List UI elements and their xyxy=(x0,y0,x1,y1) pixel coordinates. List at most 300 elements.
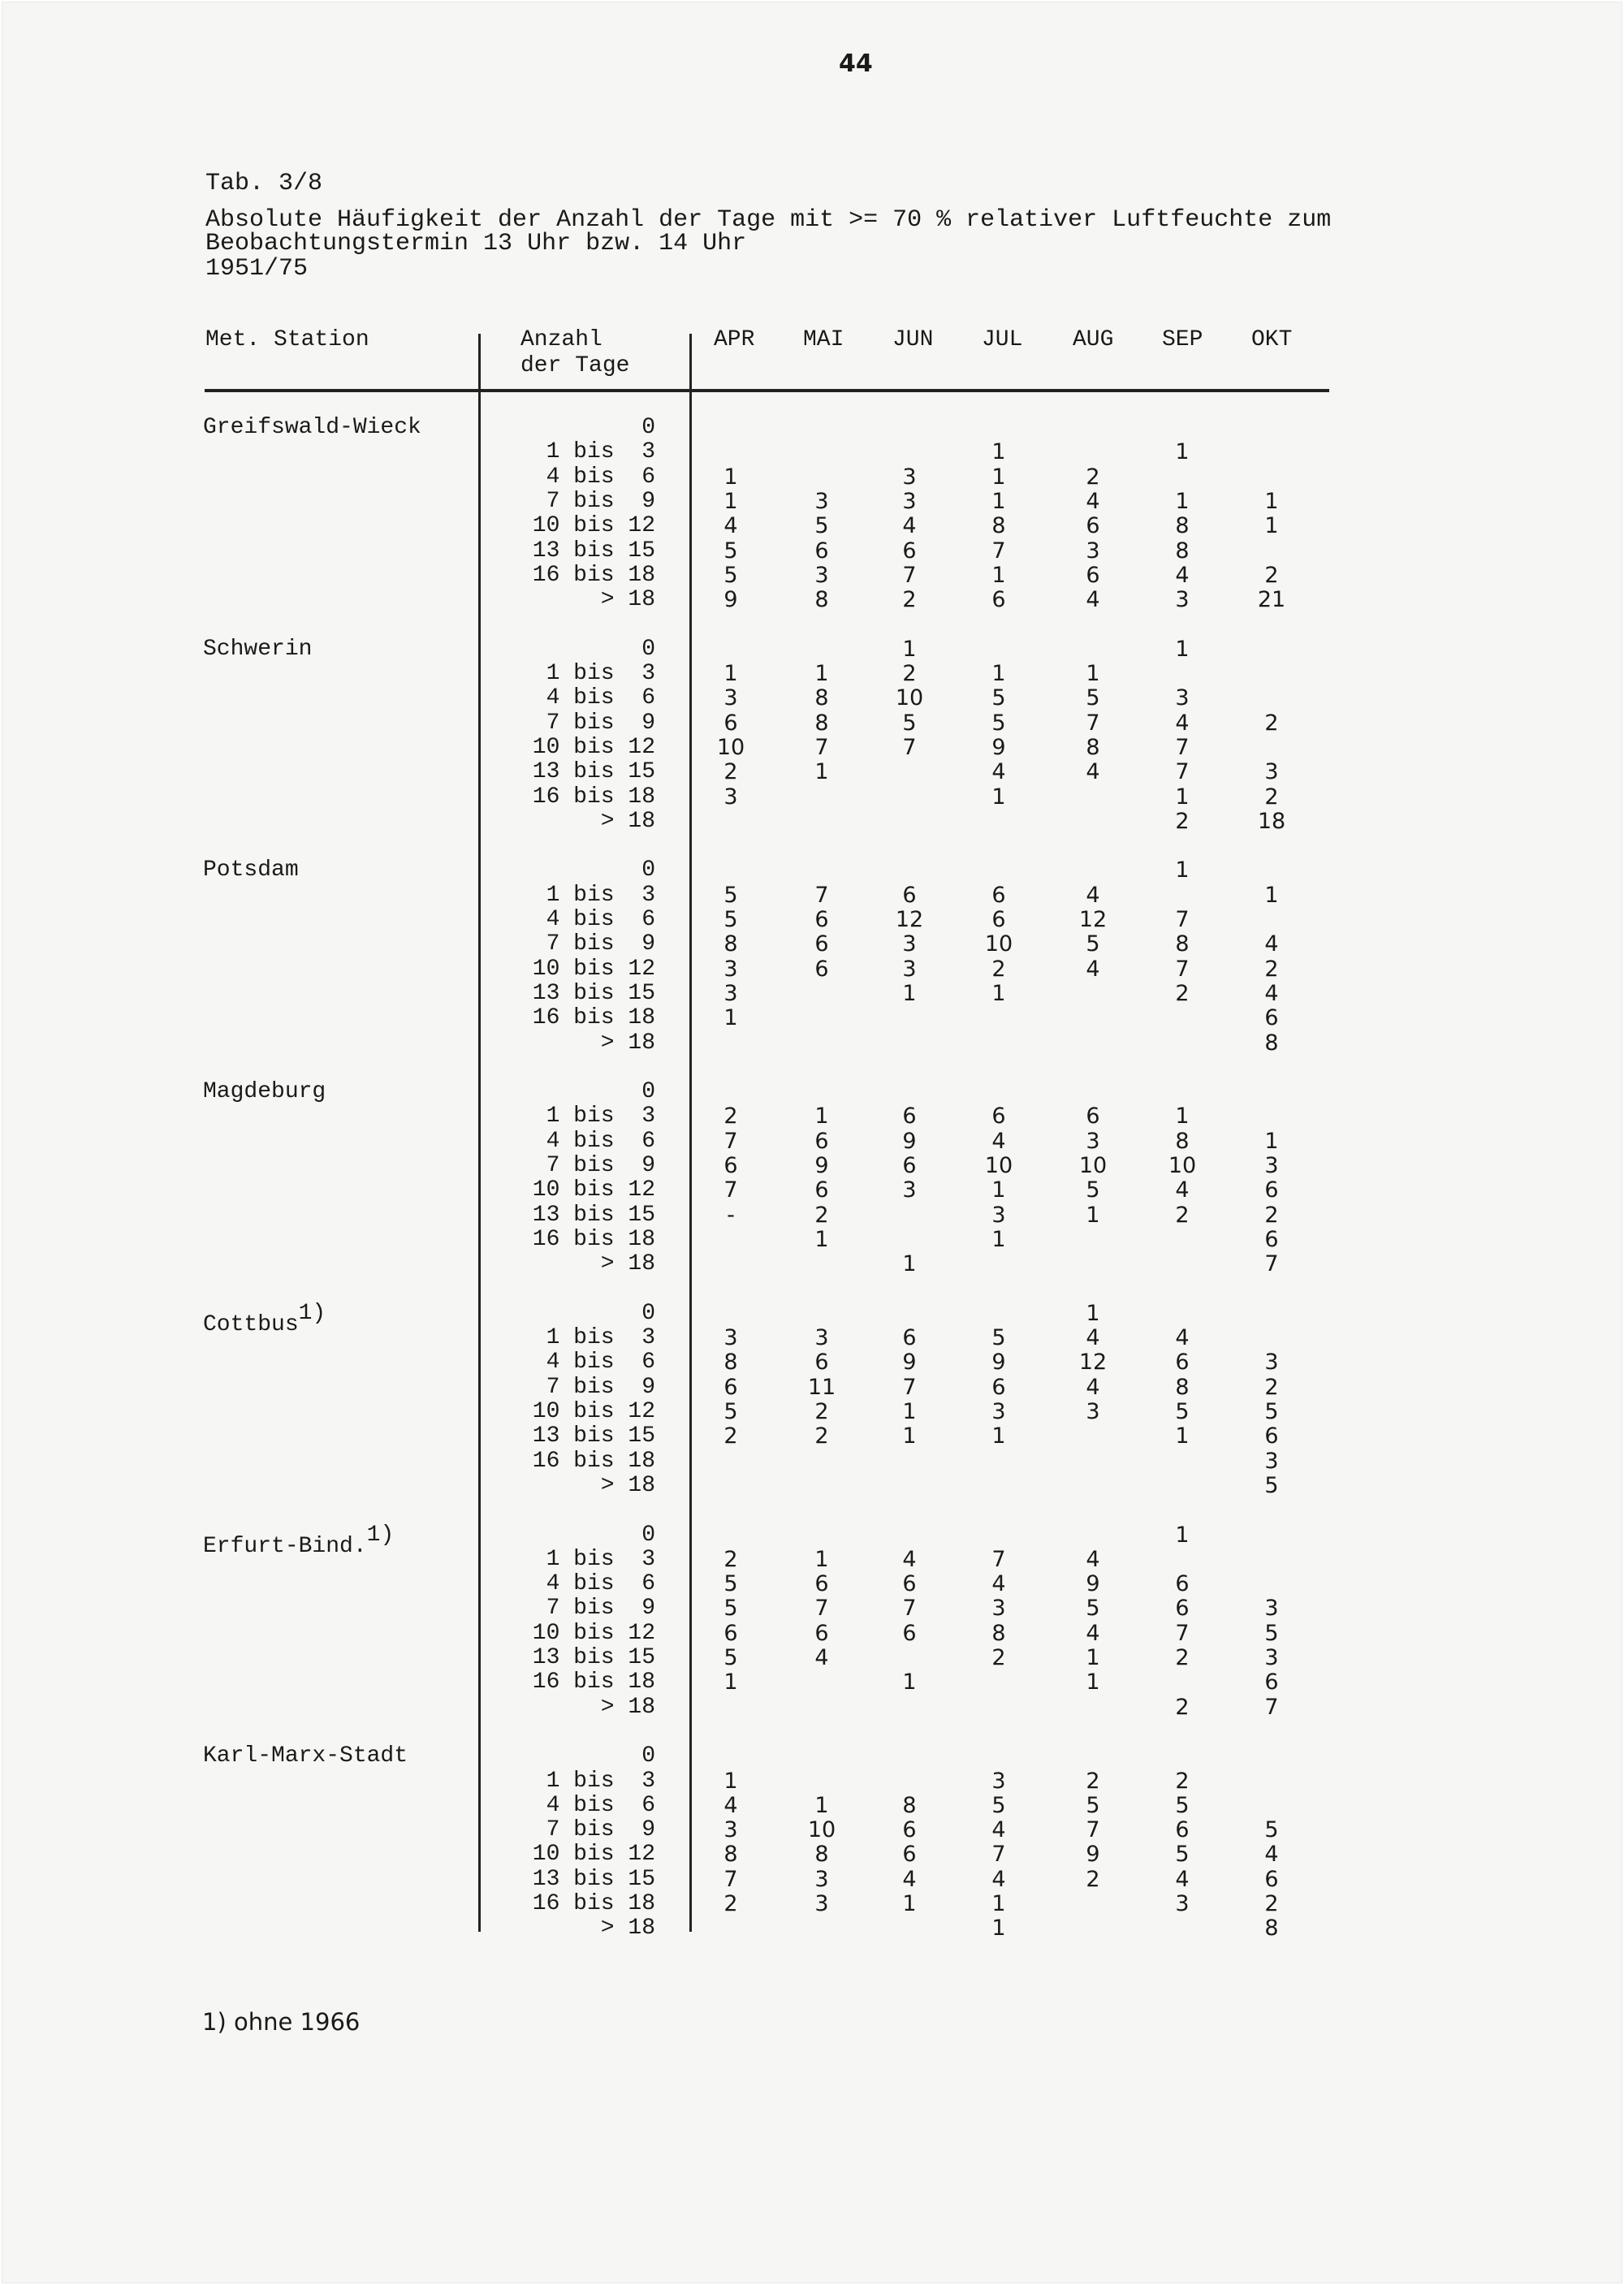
table-cell-okt: 21 xyxy=(1257,587,1286,613)
table-cell-mai: 2 xyxy=(814,1423,829,1449)
table-cell-okt: 5 xyxy=(1264,1620,1279,1646)
table-cell-jul: 1 xyxy=(991,1177,1006,1203)
table-cell-jul: 10 xyxy=(984,1153,1013,1178)
table-cell-sep: 8 xyxy=(1175,1374,1190,1400)
table-cell-okt: 3 xyxy=(1264,1448,1279,1474)
count-class: 0 xyxy=(641,1522,655,1548)
table-cell-okt: 4 xyxy=(1264,980,1279,1006)
table-cell-apr: 4 xyxy=(723,513,738,539)
table-cell-okt: 2 xyxy=(1264,956,1279,982)
table-cell-mai: 6 xyxy=(814,538,829,564)
table-cell-jun: 1 xyxy=(902,980,917,1006)
table-row xyxy=(2,416,1624,440)
table-cell-okt: 6 xyxy=(1264,1005,1279,1031)
table-cell-sep: 1 xyxy=(1175,1104,1190,1130)
station-name xyxy=(203,1080,326,1104)
table-cell-aug: 2 xyxy=(1086,1866,1100,1892)
table-cell-aug: 4 xyxy=(1086,1546,1100,1572)
table-cell-apr: 3 xyxy=(723,980,738,1006)
count-class: 1 bis 3 xyxy=(546,882,655,908)
table-cell-aug: 5 xyxy=(1086,1596,1100,1622)
table-cell-apr: 3 xyxy=(723,1817,738,1843)
table-cell-apr: - xyxy=(727,1202,735,1228)
table-cell-apr: 5 xyxy=(723,562,738,588)
title-line-3: 1951/75 xyxy=(205,255,309,283)
count-class: 4 bis 6 xyxy=(546,1128,655,1154)
table-cell-mai: 1 xyxy=(814,1104,829,1130)
count-class: 4 bis 6 xyxy=(546,1792,655,1818)
table-cell-jun: 1 xyxy=(902,1669,917,1695)
count-class: 10 bis 12 xyxy=(532,956,655,982)
table-row xyxy=(2,736,1624,760)
table-cell-jun: 6 xyxy=(902,1842,917,1868)
table-cell-aug: 7 xyxy=(1086,710,1100,736)
table-cell-aug: 1 xyxy=(1086,661,1100,686)
count-class: 4 bis 6 xyxy=(546,1350,655,1376)
table-cell-mai: 6 xyxy=(814,1350,829,1376)
table-cell-aug: 5 xyxy=(1086,1792,1100,1818)
table-cell-okt: 6 xyxy=(1264,1177,1279,1203)
table-row xyxy=(2,908,1624,932)
station-label: Schwerin xyxy=(203,636,313,662)
table-row xyxy=(2,1178,1624,1203)
table-cell-sep: 5 xyxy=(1175,1792,1190,1818)
table-cell-mai: 8 xyxy=(814,1842,829,1868)
table-row xyxy=(2,588,1624,612)
header-rule xyxy=(205,389,1329,392)
count-class: 10 bis 12 xyxy=(532,1177,655,1203)
header-month-apr: APR xyxy=(714,327,755,352)
table-cell-jul: 8 xyxy=(991,513,1006,539)
table-cell-aug: 6 xyxy=(1086,562,1100,588)
table-cell-jul: 6 xyxy=(991,1374,1006,1400)
header-count-line1: Anzahl xyxy=(520,327,603,352)
table-cell-okt: 6 xyxy=(1264,1226,1279,1252)
table-row xyxy=(2,564,1624,588)
table-cell-jun: 3 xyxy=(902,1177,917,1203)
count-class: 7 bis 9 xyxy=(546,1817,655,1843)
table-cell-jun: 7 xyxy=(902,1374,917,1400)
table-cell-okt: 4 xyxy=(1264,1842,1279,1868)
table-row xyxy=(2,1080,1624,1104)
table-row xyxy=(2,1622,1624,1646)
table-cell-jun: 1 xyxy=(902,1423,917,1449)
table-cell-aug: 4 xyxy=(1086,882,1100,908)
table-cell-mai: 3 xyxy=(814,1866,829,1892)
table-cell-jul: 1 xyxy=(991,1423,1006,1449)
table-cell-aug: 12 xyxy=(1078,907,1108,932)
table-cell-okt: 1 xyxy=(1264,1128,1279,1154)
table-cell-jul: 1 xyxy=(991,1916,1006,1942)
station-name xyxy=(203,858,299,883)
table-cell-okt: 18 xyxy=(1257,808,1286,834)
table-row xyxy=(2,539,1624,564)
table-cell-apr: 1 xyxy=(723,488,738,514)
table-row xyxy=(2,440,1624,464)
table-cell-sep: 7 xyxy=(1175,759,1190,785)
table-cell-okt: 3 xyxy=(1264,1153,1279,1178)
table-cell-jul: 3 xyxy=(991,1202,1006,1228)
table-cell-aug: 9 xyxy=(1086,1571,1100,1597)
table-cell-aug: 6 xyxy=(1086,513,1100,539)
header-month-jun: JUN xyxy=(892,327,934,352)
table-row xyxy=(2,1744,1624,1769)
count-class: 7 bis 9 xyxy=(546,488,655,514)
table-cell-jul: 8 xyxy=(991,1620,1006,1646)
table-cell-okt: 2 xyxy=(1264,1374,1279,1400)
table-cell-jul: 1 xyxy=(991,980,1006,1006)
table-cell-jun: 7 xyxy=(902,734,917,760)
table-row xyxy=(2,1104,1624,1129)
table-row xyxy=(2,1769,1624,1794)
count-class: 13 bis 15 xyxy=(532,1423,655,1449)
table-cell-jun: 1 xyxy=(902,1399,917,1424)
table-cell-aug: 2 xyxy=(1086,464,1100,490)
table-cell-aug: 3 xyxy=(1086,1128,1100,1154)
table-cell-sep: 3 xyxy=(1175,587,1190,613)
station-label: Cottbus xyxy=(203,1311,299,1337)
table-id: Tab. 3/8 xyxy=(205,170,323,197)
table-row xyxy=(2,1868,1624,1892)
table-cell-mai: 10 xyxy=(807,1817,836,1843)
table-cell-sep: 6 xyxy=(1175,1350,1190,1376)
count-class: 1 bis 3 xyxy=(546,1546,655,1572)
table-cell-apr: 2 xyxy=(723,1423,738,1449)
table-cell-jun: 8 xyxy=(902,1792,917,1818)
table-cell-jul: 9 xyxy=(991,734,1006,760)
table-cell-sep: 1 xyxy=(1175,784,1190,810)
table-cell-sep: 3 xyxy=(1175,1891,1190,1916)
table-cell-jul: 1 xyxy=(991,488,1006,514)
table-cell-sep: 7 xyxy=(1175,734,1190,760)
table-cell-aug: 4 xyxy=(1086,956,1100,982)
table-row xyxy=(2,1228,1624,1252)
count-class: > 18 xyxy=(600,1694,655,1720)
count-class: > 18 xyxy=(600,1030,655,1056)
table-cell-mai: 6 xyxy=(814,1177,829,1203)
table-cell-jun: 6 xyxy=(902,1571,917,1597)
table-row xyxy=(2,1548,1624,1572)
count-class: 1 bis 3 xyxy=(546,1104,655,1130)
count-class: 13 bis 15 xyxy=(532,759,655,785)
table-cell-mai: 9 xyxy=(814,1153,829,1178)
table-cell-sep: 8 xyxy=(1175,513,1190,539)
table-cell-aug: 4 xyxy=(1086,488,1100,514)
count-class: 7 bis 9 xyxy=(546,710,655,736)
table-cell-okt: 2 xyxy=(1264,1891,1279,1916)
table-cell-jun: 4 xyxy=(902,1866,917,1892)
count-class: 0 xyxy=(641,1743,655,1769)
header-month-aug: AUG xyxy=(1073,327,1114,352)
count-class: 7 bis 9 xyxy=(546,1374,655,1400)
table-row xyxy=(2,957,1624,982)
count-class: 13 bis 15 xyxy=(532,1645,655,1670)
count-class: 1 bis 3 xyxy=(546,439,655,465)
count-class: 1 bis 3 xyxy=(546,1325,655,1351)
table-cell-apr: 1 xyxy=(723,1768,738,1794)
table-cell-apr: 6 xyxy=(723,1620,738,1646)
table-cell-jun: 10 xyxy=(895,685,924,711)
station-name xyxy=(203,637,312,662)
table-cell-sep: 7 xyxy=(1175,1620,1190,1646)
table-cell-mai: 11 xyxy=(807,1374,836,1400)
table-cell-jun: 2 xyxy=(902,661,917,686)
count-class: 7 bis 9 xyxy=(546,1153,655,1178)
table-cell-apr: 2 xyxy=(723,1104,738,1130)
table-cell-okt: 2 xyxy=(1264,710,1279,736)
table-cell-okt: 2 xyxy=(1264,1202,1279,1228)
table-cell-jun: 5 xyxy=(902,710,917,736)
table-cell-okt: 8 xyxy=(1264,1916,1279,1942)
table-cell-sep: 2 xyxy=(1175,1694,1190,1720)
table-cell-apr: 5 xyxy=(723,1596,738,1622)
table-cell-aug: 6 xyxy=(1086,1104,1100,1130)
table-cell-jul: 1 xyxy=(991,1891,1006,1916)
table-cell-okt: 5 xyxy=(1264,1817,1279,1843)
count-class: 16 bis 18 xyxy=(532,1448,655,1474)
table-cell-sep: 3 xyxy=(1175,685,1190,711)
table-cell-jul: 9 xyxy=(991,1350,1006,1376)
table-cell-aug: 4 xyxy=(1086,587,1100,613)
table-cell-apr: 2 xyxy=(723,1891,738,1916)
table-cell-jul: 5 xyxy=(991,1325,1006,1351)
table-cell-jun: 6 xyxy=(902,1325,917,1351)
table-cell-mai: 2 xyxy=(814,1202,829,1228)
table-cell-jun: 6 xyxy=(902,1153,917,1178)
table-cell-okt: 8 xyxy=(1264,1030,1279,1056)
count-class: 7 bis 9 xyxy=(546,1596,655,1622)
table-cell-jun: 7 xyxy=(902,562,917,588)
header-month-okt: OKT xyxy=(1251,327,1293,352)
table-cell-mai: 8 xyxy=(814,587,829,613)
table-cell-aug: 4 xyxy=(1086,1620,1100,1646)
table-row xyxy=(2,1892,1624,1916)
table-row xyxy=(2,514,1624,538)
table-cell-apr: 5 xyxy=(723,538,738,564)
count-class: > 18 xyxy=(600,1472,655,1498)
table-cell-apr: 3 xyxy=(723,1325,738,1351)
table-cell-sep: 6 xyxy=(1175,1817,1190,1843)
table-cell-jul: 3 xyxy=(991,1596,1006,1622)
table-cell-jul: 1 xyxy=(991,661,1006,686)
table-cell-mai: 1 xyxy=(814,1546,829,1572)
table-cell-sep: 2 xyxy=(1175,808,1190,834)
table-cell-mai: 7 xyxy=(814,734,829,760)
table-cell-apr: 2 xyxy=(723,759,738,785)
station-footnote-mark: 1) xyxy=(366,1522,395,1548)
table-cell-jun: 6 xyxy=(902,1817,917,1843)
table-cell-jul: 6 xyxy=(991,907,1006,932)
table-cell-jul: 4 xyxy=(991,759,1006,785)
title-line-1: Absolute Häufigkeit der Anzahl der Tage mit >= 70 % relativer Luftfeuchte zum xyxy=(205,206,1332,234)
table-cell-apr: 6 xyxy=(723,710,738,736)
table-cell-apr: 5 xyxy=(723,1571,738,1597)
table-cell-jun: 1 xyxy=(902,636,917,662)
station-footnote-mark: 1) xyxy=(298,1300,326,1326)
count-class: 0 xyxy=(641,1300,655,1326)
count-class: 4 bis 6 xyxy=(546,907,655,932)
table-cell-jul: 5 xyxy=(991,685,1006,711)
table-row xyxy=(2,1646,1624,1670)
table-cell-apr: 9 xyxy=(723,587,738,613)
count-class: 10 bis 12 xyxy=(532,1399,655,1424)
table-cell-sep: 2 xyxy=(1175,980,1190,1006)
table-cell-jun: 1 xyxy=(902,1891,917,1916)
table-row xyxy=(2,1818,1624,1842)
table-cell-mai: 2 xyxy=(814,1399,829,1424)
table-cell-mai: 1 xyxy=(814,661,829,686)
table-row xyxy=(2,1326,1624,1350)
table-cell-okt: 4 xyxy=(1264,931,1279,957)
table-cell-aug: 5 xyxy=(1086,685,1100,711)
table-cell-okt: 7 xyxy=(1264,1251,1279,1277)
count-class: > 18 xyxy=(600,587,655,613)
table-cell-sep: 6 xyxy=(1175,1596,1190,1622)
count-class: 13 bis 15 xyxy=(532,980,655,1006)
table-cell-sep: 1 xyxy=(1175,439,1190,465)
count-class: 1 bis 3 xyxy=(546,661,655,686)
table-cell-apr: 10 xyxy=(716,734,745,760)
table-cell-sep: 6 xyxy=(1175,1571,1190,1597)
table-cell-sep: 1 xyxy=(1175,1423,1190,1449)
table-cell-okt: 5 xyxy=(1264,1399,1279,1424)
table-cell-okt: 6 xyxy=(1264,1866,1279,1892)
station-name xyxy=(203,1744,408,1769)
table-cell-apr: 3 xyxy=(723,685,738,711)
table-row xyxy=(2,1596,1624,1621)
table-cell-jul: 1 xyxy=(991,464,1006,490)
table-cell-jun: 6 xyxy=(902,538,917,564)
table-cell-jul: 4 xyxy=(991,1817,1006,1843)
table-cell-mai: 3 xyxy=(814,562,829,588)
table-row xyxy=(2,858,1624,883)
table-row xyxy=(2,810,1624,834)
table-cell-jun: 9 xyxy=(902,1350,917,1376)
table-cell-sep: 8 xyxy=(1175,538,1190,564)
table-cell-okt: 3 xyxy=(1264,1596,1279,1622)
table-cell-mai: 6 xyxy=(814,1620,829,1646)
count-class: > 18 xyxy=(600,808,655,834)
count-class: 13 bis 15 xyxy=(532,1202,655,1228)
table-cell-sep: 1 xyxy=(1175,488,1190,514)
table-row xyxy=(2,932,1624,957)
table-cell-apr: 7 xyxy=(723,1128,738,1154)
count-class: 10 bis 12 xyxy=(532,513,655,539)
table-cell-mai: 7 xyxy=(814,882,829,908)
table-cell-jun: 3 xyxy=(902,931,917,957)
table-cell-jul: 1 xyxy=(991,562,1006,588)
header-station: Met. Station xyxy=(205,327,369,352)
table-cell-jun: 9 xyxy=(902,1128,917,1154)
header-month-sep: SEP xyxy=(1162,327,1203,352)
table-row xyxy=(2,1424,1624,1449)
table-cell-okt: 1 xyxy=(1264,488,1279,514)
table-cell-apr: 3 xyxy=(723,956,738,982)
table-cell-apr: 6 xyxy=(723,1153,738,1178)
count-class: 10 bis 12 xyxy=(532,1842,655,1868)
table-cell-mai: 3 xyxy=(814,1891,829,1916)
table-row xyxy=(2,1154,1624,1178)
table-cell-apr: 2 xyxy=(723,1546,738,1572)
table-cell-jun: 4 xyxy=(902,513,917,539)
table-cell-aug: 1 xyxy=(1086,1202,1100,1228)
table-cell-aug: 10 xyxy=(1078,1153,1108,1178)
table-row xyxy=(2,982,1624,1006)
table-cell-jun: 2 xyxy=(902,587,917,613)
table-cell-aug: 1 xyxy=(1086,1300,1100,1326)
count-class: 4 bis 6 xyxy=(546,685,655,711)
document-page xyxy=(2,2,1622,2283)
count-class: 0 xyxy=(641,415,655,440)
table-cell-mai: 1 xyxy=(814,759,829,785)
table-cell-apr: 5 xyxy=(723,882,738,908)
table-cell-jul: 1 xyxy=(991,439,1006,465)
table-cell-jun: 3 xyxy=(902,464,917,490)
table-cell-jul: 5 xyxy=(991,1792,1006,1818)
table-cell-aug: 9 xyxy=(1086,1842,1100,1868)
table-cell-sep: 10 xyxy=(1168,1153,1197,1178)
table-cell-mai: 6 xyxy=(814,1571,829,1597)
count-class: 7 bis 9 xyxy=(546,931,655,957)
table-cell-mai: 1 xyxy=(814,1792,829,1818)
table-cell-sep: 1 xyxy=(1175,857,1190,883)
table-cell-apr: 5 xyxy=(723,907,738,932)
table-cell-okt: 6 xyxy=(1264,1423,1279,1449)
count-class: 4 bis 6 xyxy=(546,1571,655,1597)
table-cell-jul: 6 xyxy=(991,587,1006,613)
table-cell-okt: 1 xyxy=(1264,513,1279,539)
table-cell-apr: 1 xyxy=(723,1669,738,1695)
count-class: > 18 xyxy=(600,1916,655,1942)
table-cell-sep: 7 xyxy=(1175,956,1190,982)
table-cell-okt: 7 xyxy=(1264,1694,1279,1720)
table-cell-apr: 5 xyxy=(723,1399,738,1424)
table-cell-apr: 1 xyxy=(723,661,738,686)
count-class: 0 xyxy=(641,1079,655,1105)
header-month-jul: JUL xyxy=(982,327,1023,352)
table-cell-jul: 1 xyxy=(991,1226,1006,1252)
table-cell-jun: 12 xyxy=(895,907,924,932)
table-cell-mai: 6 xyxy=(814,907,829,932)
table-row xyxy=(2,1400,1624,1424)
table-cell-sep: 5 xyxy=(1175,1399,1190,1424)
table-cell-mai: 4 xyxy=(814,1645,829,1670)
table-cell-apr: 1 xyxy=(723,1005,738,1031)
table-cell-mai: 3 xyxy=(814,488,829,514)
table-cell-mai: 8 xyxy=(814,710,829,736)
count-class: 16 bis 18 xyxy=(532,1005,655,1031)
header-count-line2: der Tage xyxy=(520,353,630,378)
table-cell-sep: 5 xyxy=(1175,1842,1190,1868)
table-cell-mai: 7 xyxy=(814,1596,829,1622)
table-cell-aug: 5 xyxy=(1086,1177,1100,1203)
table-cell-apr: 1 xyxy=(723,464,738,490)
table-cell-aug: 3 xyxy=(1086,538,1100,564)
table-cell-jul: 4 xyxy=(991,1866,1006,1892)
count-class: 16 bis 18 xyxy=(532,1226,655,1252)
table-row xyxy=(2,686,1624,711)
table-row xyxy=(2,465,1624,490)
table-cell-apr: 8 xyxy=(723,1842,738,1868)
table-cell-sep: 2 xyxy=(1175,1768,1190,1794)
count-class: > 18 xyxy=(600,1251,655,1277)
table-cell-apr: 8 xyxy=(723,1350,738,1376)
count-class: 16 bis 18 xyxy=(532,784,655,810)
table-cell-sep: 4 xyxy=(1175,562,1190,588)
count-class: 16 bis 18 xyxy=(532,1891,655,1916)
table-cell-jul: 3 xyxy=(991,1399,1006,1424)
table-cell-okt: 1 xyxy=(1264,882,1279,908)
